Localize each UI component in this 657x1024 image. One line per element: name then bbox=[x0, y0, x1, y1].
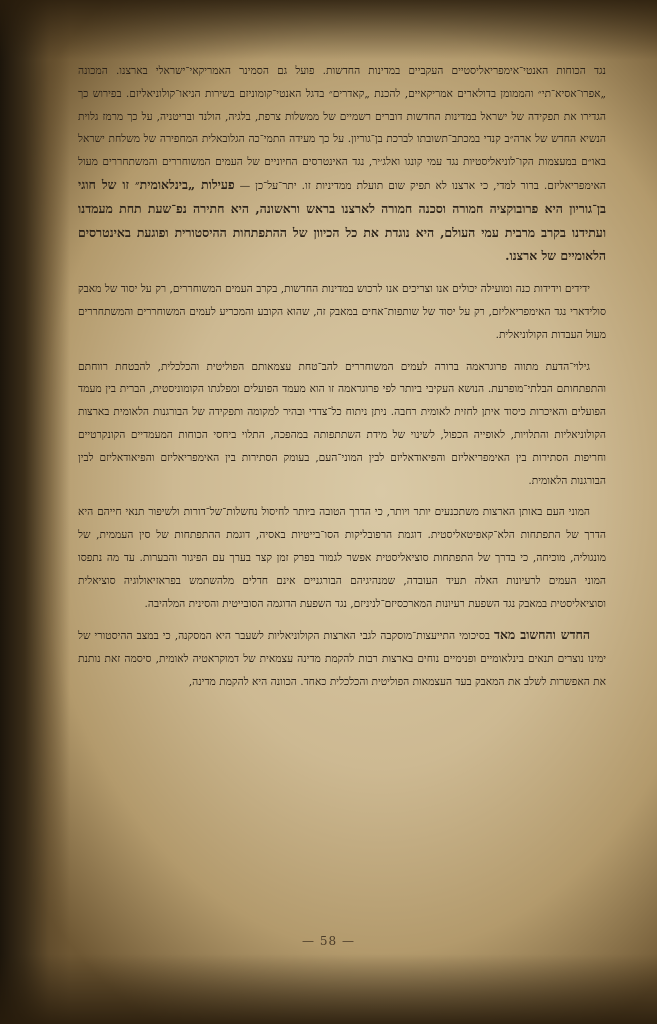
book-spine-shadow bbox=[0, 0, 70, 1024]
body-text bbox=[78, 60, 606, 703]
paragraph-2 bbox=[78, 278, 606, 346]
paragraph-4-text: המוני העם באותן הארצות משתכנעים יותר ויותר, כי הדרך הטובה ביותר לחיסול נחשלות־של־דורות ולשיפור תנאי חייהם היא הדרך של התפתחות הלא־קאפיטאליסטית. דוגמת הרפובליקות הסו־בייטיות באסיה, דוגמת ההתפתחות של סין העממית, של מונגוליה, מוכיחה, כי בדרך של התפתחות סוציאליסטית אפשר לגמור בפרק זמן קצר בערך עם הפיגור והבערות. עד מה נתפסו המוני העמים לרעיונות האלה תעיד העובדה, שמנהיגיהם הבורגניים אינם חדלים מלהשתמש בפראזיאולוגיה סוציאלית וסוציאליסטית במאבק נגד השפעת רעיונות המארכסיזם־לניניזם, נגד השפעת הדוגמה הסובייטית והסינית המלהיבה. bbox=[78, 506, 606, 610]
paragraph-1 bbox=[78, 60, 606, 269]
paragraph-1-emphasis: פעילות „בינלאומית״ זו של חוגי בן־גוריון היא פרובוקציה חמורה וסכנה חמורה לארצנו בראש וראשונה, היא חתירה נפ־שעת תחת מעמדנו ועתידנו בקרב מרבית עמי העולם, היא נוגדת את כל הכיוון של ההתפתחות ההיסטורית ופוגעת באינטרסים הלאומיים של ארצנו. bbox=[78, 176, 606, 264]
paragraph-5 bbox=[78, 624, 606, 693]
paragraph-3 bbox=[78, 356, 606, 493]
bottom-edge-shadow bbox=[0, 954, 657, 1024]
paragraph-1-text: נגד הכוחות האנטי־אימפריאליסטיים העקביים במדינות החדשות. פועל גם הסמינר האמריקאי־ישראלי בארצנו. המכונה „אפרו־אסיא־תי״ והממומן בדולארים אמריקאיים, להכנת „קאדרים״ בדגל האנטי־קומוניזם בשירות הניאו־קולוניאליזם. בפירוש כך הגדירו את תפקידה של ישראל במדינות החדשות דוברים רשמיים של ממשלות צרפת, בלגיה, הולנד ובריטניה, על כך מרמז גלוית הנשיא החדש של ארה״ב קנדי במכתב־תשובתו לברכת בן־גוריון. על כך מעידה התמי־כה הגלובאלית המחפירה של משלחת ישראל באו״ם במעצמות הקו־לוניאליסטיות נגד עמי קונגו ואלג׳יר, נגד האינטרסים החיוניים של העמים המשוחררים והמשתחררים מעול האימפריאליזם. ברור למדי, כי ארצנו לא תפיק שום תועלת ממדיניות זו. יתר־על־כן — bbox=[78, 65, 606, 192]
top-edge-shadow bbox=[0, 0, 657, 60]
paragraph-5-text: בסיכומי התייעצות־מוסקבה לגבי הארצות הקולוניאליות לשעבר היא המסקנה, כי במצב ההיסטורי של ימינו נוצרים תנאים בינלאומיים ופנימיים נוחים בארצות רבות להקמת מדינה עצמאית של דמוקראטיה לאומית, סיסמה זאת נותנת את האפשרות לשלב את המאבק בעד העצמאות הפוליטית והכלכלית כאחד. הכוונה היא להקמת מדינה, bbox=[78, 630, 606, 688]
page-number: — 58 — bbox=[302, 934, 355, 948]
paragraph-4 bbox=[78, 501, 606, 615]
paragraph-3-text: גילוי־הדעת מתווה פרוגראמה ברורה לעמים המשוחררים להב־טחת עצמאותם הפוליטית והכלכלית, להבטחת רווחתם והתפתחותם הבלתי־מופרעת. הנושא העקיבי ביותר לפי פרוגראמה זו הוא מעמד הפועלים ומפלגתו הקומוניסטית, הברית בין מעמד הפועלים והאיכרות כיסוד איתן לחזית לאומית רחבה. ניתן ניתוח כל־צדדי ובהיר למקומה ותפקידה של הבורגנות הלאומית בארצות הקולוניאליות והתלויות, לאופייה הכפול, לשינוי של מידת השתתפותה במהפכה, התלוי ביחסי הכוחות המעמדיים הקונקרטיים וחריפות הסתירות בין האימפריאליזם והפיאודאליזם לבין המוני־העם, בעומק הסתירות בין האימפריאליזם והפיאודאליזם לבין הבורגנות הלאומית. bbox=[78, 360, 606, 487]
paragraph-2-text: ידידים וידידות כנה ומועילה יכולים אנו וצריכים אנו לרכוש במדינות החדשות, בקרב העמים המשוחררים, רק על יסוד של מאבק סולידארי נגד האימפריאליזם, רק על יסוד של שותפות־אחים במאבק זה, שהוא הקובע והמכריע לעמים המשוחררים והמשתחררים מעול העבדות הקולוניאלית. bbox=[78, 283, 606, 341]
paragraph-5-emphasis: החדש והחשוב מאד bbox=[494, 627, 590, 643]
